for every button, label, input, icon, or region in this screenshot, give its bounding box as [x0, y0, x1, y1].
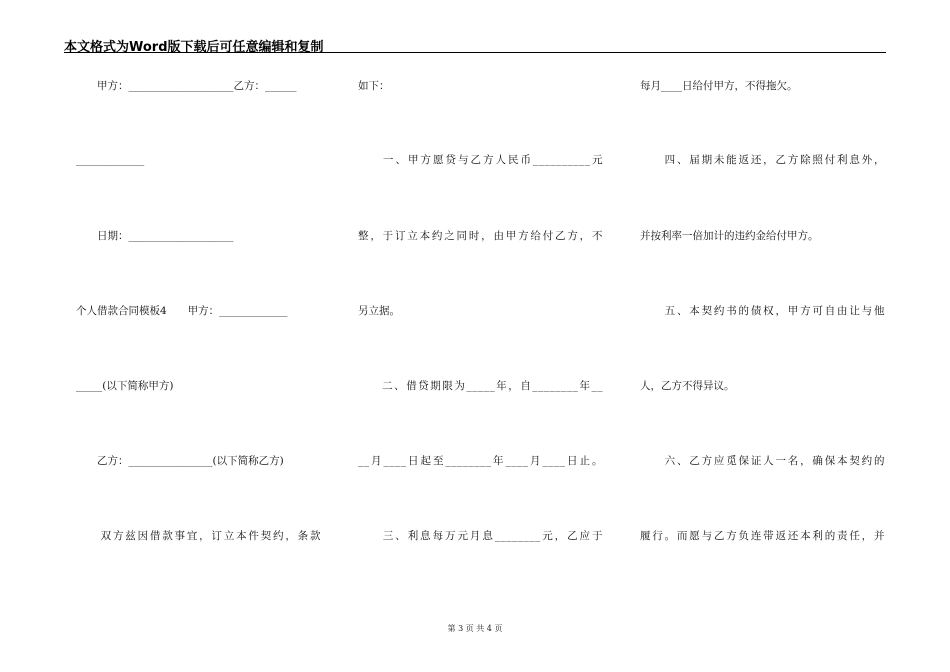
column-2-line-2: 一、甲方愿贷与乙方人民币__________元: [358, 154, 603, 166]
column-1-line-3: 日期：____________________: [76, 230, 234, 242]
column-1-line-7: 双方兹因借款事宜，订立本件契约，条款: [76, 530, 321, 542]
header-divider: [64, 52, 886, 53]
column-3-line-3: 并按利率一倍加计的违约金给付甲方。: [640, 230, 819, 242]
document-header-title: 本文格式为Word版下载后可任意编辑和复制: [64, 40, 324, 55]
column-3-line-1: 每月____日给付甲方，不得拖欠。: [640, 80, 798, 92]
column-3-line-7: 履行。而愿与乙方负连带返还本利的责任，并: [640, 530, 885, 542]
column-2-line-6: __月____日起至________年____月____日止。: [358, 455, 603, 467]
column-3-line-4: 五、本契约书的债权，甲方可自由让与他: [640, 305, 885, 317]
page-number-footer: 第 3 页 共 4 页: [447, 624, 503, 633]
column-1-line-4: 个人借款合同模板4 甲方：_____________: [76, 305, 288, 317]
column-1-line-5: _____(以下简称甲方): [76, 380, 174, 392]
column-1-line-1: 甲方：____________________乙方：______: [76, 80, 297, 92]
column-2-line-4: 另立据。: [358, 305, 400, 317]
column-2-line-5: 二、借贷期限为_____年，自________年__: [358, 380, 603, 392]
column-3-line-6: 六、乙方应觅保证人一名，确保本契约的: [640, 455, 885, 467]
column-2-line-7: 三、利息每万元月息________元，乙应于: [358, 530, 603, 542]
column-3-line-5: 人，乙方不得异议。: [640, 380, 735, 392]
column-2-line-1: 如下：: [358, 80, 390, 92]
column-3-line-2: 四、届期未能返还，乙方除照付利息外，: [640, 154, 885, 166]
column-1-line-2: _____________: [76, 154, 145, 166]
column-2-line-3: 整，于订立本约之同时，由甲方给付乙方，不: [358, 230, 603, 242]
column-1-line-6: 乙方：________________(以下简称乙方): [76, 455, 284, 467]
